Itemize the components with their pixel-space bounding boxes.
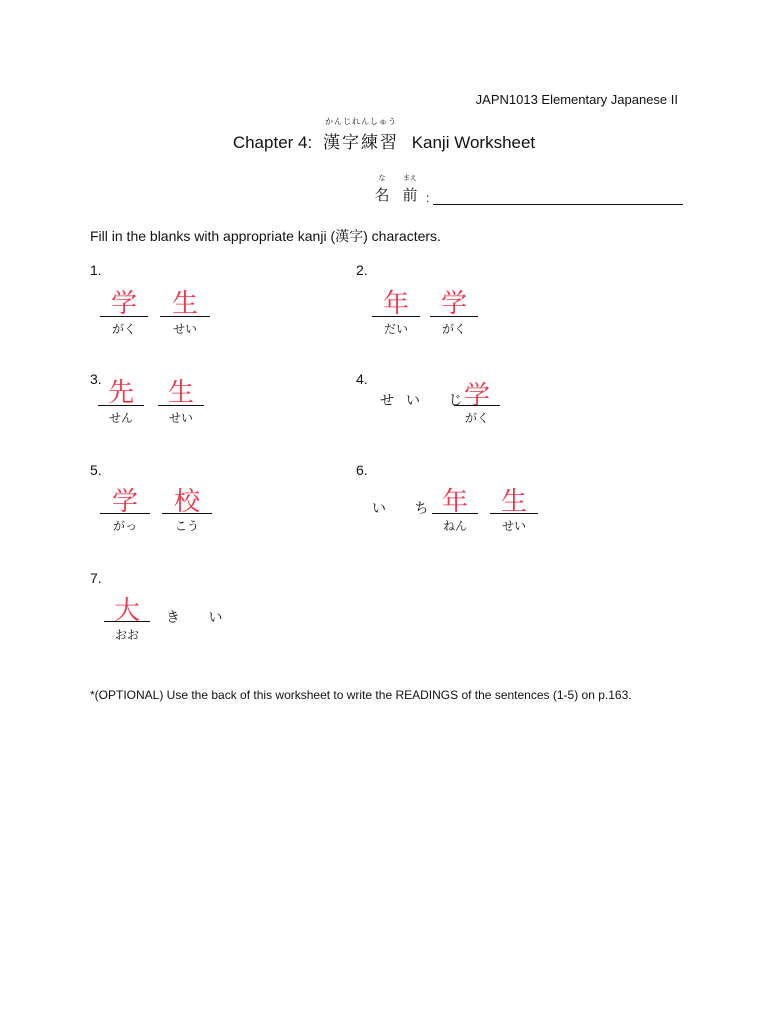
item-7-reading-1: おお: [114, 628, 139, 642]
item-2-answer-1: 年: [382, 289, 409, 319]
item-7-number: 7.: [90, 570, 102, 586]
item-1-number: 1.: [90, 262, 102, 278]
title-prefix: Chapter 4:: [232, 133, 313, 152]
item-6-answer-1: 年: [441, 487, 468, 517]
item-1-answer-1: 学: [110, 289, 137, 319]
item-7-suffix: き い: [166, 610, 235, 626]
title-kanji-group: [322, 117, 399, 153]
item-3-blank-2[interactable]: [158, 405, 204, 406]
item-5-reading-1: がっ: [112, 519, 137, 533]
optional-note: *(OPTIONAL) Use the back of this worksheet to write the READINGS of the sentences (1-5) on p.163.: [90, 688, 632, 702]
item-3-answer-1: 先: [107, 378, 134, 408]
item-5-number: 5.: [90, 462, 102, 478]
item-1-blank-1[interactable]: [100, 316, 148, 317]
item-6-blank-2[interactable]: [490, 513, 538, 514]
item-5-blank-2[interactable]: [162, 513, 212, 514]
item-1-blank-2[interactable]: [160, 316, 210, 317]
item-2-number: 2.: [356, 262, 368, 278]
name-furigana-1: な: [378, 174, 386, 182]
item-2-answer-2: 学: [440, 289, 467, 319]
title-suffix: Kanji Worksheet: [411, 133, 536, 152]
item-6-reading-1: ねん: [442, 519, 467, 533]
item-3-reading-2: せい: [168, 411, 193, 425]
name-colon: :: [426, 191, 430, 205]
item-4-prefix: せい じ: [380, 393, 475, 409]
item-4-number: 4.: [356, 371, 368, 387]
item-4-answer-1: 学: [463, 381, 490, 411]
name-furigana-2: まえ: [403, 174, 417, 182]
item-3-reading-1: せん: [108, 411, 133, 425]
item-2-blank-2[interactable]: [430, 316, 478, 317]
item-1-answer-2: 生: [171, 289, 198, 319]
name-blank-line[interactable]: [433, 190, 683, 205]
name-field: [368, 174, 683, 205]
item-6-reading-2: せい: [501, 519, 526, 533]
item-5-answer-1: 学: [111, 487, 138, 517]
item-7-answer-1: 大: [113, 596, 140, 626]
name-kanji-2: [396, 174, 424, 205]
item-6-answer-2: 生: [500, 487, 527, 517]
course-title: JAPN1013 Elementary Japanese II: [475, 92, 678, 107]
item-1-reading-2: せい: [172, 322, 197, 336]
item-4-reading-1: がく: [464, 411, 489, 425]
name-kanji-1-text: 名: [374, 186, 390, 204]
item-6-prefix: い ち: [372, 501, 441, 517]
title-kanji: 漢字練習: [322, 133, 399, 153]
item-5-blank-1[interactable]: [100, 513, 150, 514]
item-5-answer-2: 校: [173, 487, 200, 517]
item-3-blank-1[interactable]: [98, 405, 144, 406]
name-kanji-1: [368, 174, 396, 205]
item-3-number: 3.: [90, 371, 102, 387]
item-3-answer-2: 生: [167, 378, 194, 408]
instructions: Fill in the blanks with appropriate kanji (漢字) characters.: [90, 228, 441, 244]
item-5-reading-2: こう: [174, 519, 199, 533]
item-2-reading-1: だい: [383, 322, 408, 336]
item-2-reading-2: がく: [441, 322, 466, 336]
item-1-reading-1: がく: [111, 322, 136, 336]
title-furigana: かんじれんしゅう: [324, 117, 397, 126]
item-6-number: 6.: [356, 462, 368, 478]
name-kanji-2-text: 前: [402, 186, 418, 204]
worksheet-title: [0, 117, 768, 153]
item-2-blank-1[interactable]: [372, 316, 420, 317]
item-7-blank-1[interactable]: [104, 621, 150, 622]
item-4-blank-1[interactable]: [454, 405, 500, 406]
item-6-blank-1[interactable]: [432, 513, 478, 514]
